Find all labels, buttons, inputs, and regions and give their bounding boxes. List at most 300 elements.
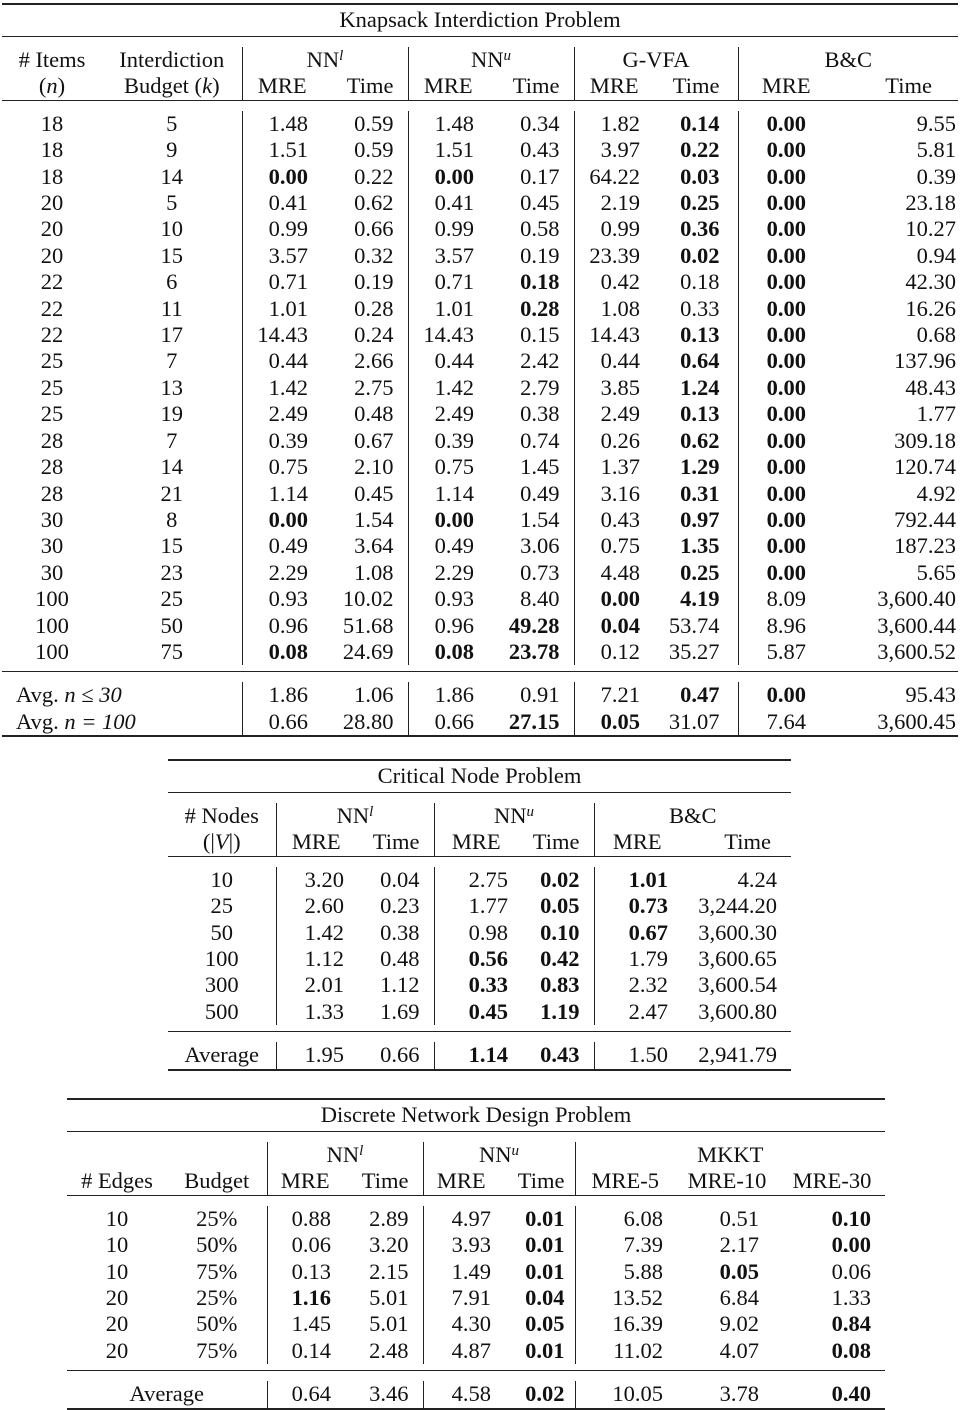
table-cell: 5.01 <box>369 1311 409 1337</box>
table-cell: 0.43 <box>518 1042 594 1069</box>
table-cell: 42.30 <box>905 269 956 295</box>
table-cell: 3,600.65 <box>698 946 777 972</box>
table-cell: 0.67 <box>354 427 394 453</box>
table-cell: 0.08 <box>408 639 488 665</box>
table-cell: 5 <box>166 110 178 136</box>
table-row <box>2 428 958 454</box>
table-cell: 75 <box>160 638 183 664</box>
table-cell: 19 <box>160 401 183 427</box>
table-cell: 7.21 <box>574 682 654 708</box>
table-cell: 0.39 <box>242 428 322 454</box>
table-cell: 0.74 <box>520 427 560 453</box>
table-cell: 10 <box>105 1232 129 1258</box>
table-cell: 1.45 <box>267 1311 343 1337</box>
table-cell: 0.48 <box>380 946 420 972</box>
table-cell: 0.64 <box>680 348 720 374</box>
table-cell: 1.06 <box>354 682 394 708</box>
table-cell: 0.48 <box>354 401 394 427</box>
table-cell: 1.08 <box>574 296 654 322</box>
table-cell: 0.66 <box>242 709 322 736</box>
table-cell: 20 <box>105 1311 129 1337</box>
table-title: Knapsack Interdiction Problem <box>2 4 958 37</box>
header-sub: MRE <box>242 73 322 100</box>
table-cell: 20 <box>40 216 64 242</box>
table-row <box>67 1285 885 1311</box>
table-cell: 1.82 <box>574 111 654 137</box>
table-row <box>2 507 958 533</box>
header-sub: MRE <box>738 73 834 100</box>
table-cell: 4.24 <box>737 866 777 892</box>
table-cell: 0.33 <box>680 295 720 321</box>
table-cell: 0.01 <box>525 1337 565 1363</box>
table-cell: 25 <box>40 374 64 400</box>
table-cell: 0.49 <box>242 533 322 559</box>
table-cell: 23.78 <box>508 638 560 664</box>
table-cell: Average <box>67 1381 267 1408</box>
table-cell: 3.20 <box>369 1232 409 1258</box>
table-cell: 16.26 <box>905 295 956 321</box>
table-cell: 8.09 <box>738 586 834 612</box>
table-cell: 2.66 <box>354 348 394 374</box>
table-cell: 0.51 <box>719 1205 759 1231</box>
table-cell: 21 <box>160 480 183 506</box>
table-cell: 20 <box>40 190 64 216</box>
table-cell: 28 <box>40 454 64 480</box>
table-cell: 3.97 <box>574 137 654 163</box>
table-cell: 0.96 <box>408 613 488 639</box>
table-cell: 0.83 <box>540 972 580 998</box>
table-cell: 2.29 <box>408 560 488 586</box>
table-cell: 4.48 <box>574 560 654 586</box>
table-cell: 0.33 <box>434 972 518 998</box>
header-group-gvfa: G-VFA <box>574 47 738 73</box>
table-cell: 1.86 <box>242 682 322 708</box>
table-cell: 10.05 <box>575 1381 675 1408</box>
average-row <box>2 682 958 708</box>
table-cell: 0.39 <box>916 163 956 189</box>
table-cell: 0.45 <box>434 999 518 1025</box>
table-row <box>2 243 958 269</box>
header-sub: MRE <box>594 829 680 856</box>
header-group-nnu: $NN^u$ <box>423 1142 575 1168</box>
table-cell: 20 <box>40 242 64 268</box>
table-cell: 1.86 <box>408 682 488 708</box>
table-cell: 8.96 <box>738 613 834 639</box>
table-cell: 0.17 <box>520 163 560 189</box>
table-cell: 0.66 <box>354 216 394 242</box>
table-cell: 3,600.54 <box>698 972 777 998</box>
header-sub: Time <box>343 1168 423 1195</box>
table-cell: 1.48 <box>408 111 488 137</box>
table-cell: 0.15 <box>520 322 560 348</box>
table-row <box>2 216 958 242</box>
knapsack-averages <box>2 672 958 736</box>
average-label: Avg. n ≤ 30 <box>16 682 122 708</box>
table-cell: 0.00 <box>738 428 834 454</box>
network-design-table <box>67 1098 885 1410</box>
header-sub: MRE <box>267 1168 343 1195</box>
table-cell: 0.00 <box>408 507 488 533</box>
table-cell: 0.05 <box>540 893 580 919</box>
table-cell: 0.06 <box>267 1232 343 1258</box>
table-cell: 6.84 <box>719 1285 759 1311</box>
table-cell: 16.39 <box>575 1311 675 1337</box>
table-cell: 2.47 <box>594 999 680 1025</box>
table-cell: 0.75 <box>574 533 654 559</box>
table-cell: 1.77 <box>916 401 956 427</box>
table-cell: 0.10 <box>540 919 580 945</box>
header-group-nnu: $NN^u$ <box>434 803 594 829</box>
table-cell: 1.48 <box>242 111 322 137</box>
table-cell: 50% <box>196 1311 238 1337</box>
table-cell: 3.57 <box>242 243 322 269</box>
table-cell: 2.49 <box>242 401 322 427</box>
table-cell: 3.64 <box>354 533 394 559</box>
table-cell: 0.67 <box>594 920 680 946</box>
table-cell: 4.30 <box>423 1311 499 1337</box>
table-cell: 5 <box>166 190 178 216</box>
header-group-nnl: $NN^l$ <box>276 803 434 829</box>
network-design-average <box>67 1371 885 1409</box>
table-cell: 0.00 <box>738 137 834 163</box>
table-cell: 0.45 <box>520 190 560 216</box>
table-cell: 22 <box>40 322 64 348</box>
table-cell: 5.65 <box>916 559 956 585</box>
table-row <box>2 454 958 480</box>
table-cell: 2.49 <box>408 401 488 427</box>
table-cell: 3.16 <box>574 481 654 507</box>
table-row <box>2 481 958 507</box>
header-sub: MRE <box>423 1168 499 1195</box>
table-cell: 0.28 <box>520 295 560 321</box>
header-sub: Time <box>680 829 791 856</box>
table-cell: 1.14 <box>408 481 488 507</box>
table-cell: 2.01 <box>276 972 356 998</box>
table-cell: 0.96 <box>242 613 322 639</box>
table-cell: 13.52 <box>575 1285 675 1311</box>
table-cell: 4.58 <box>423 1381 499 1408</box>
table-cell: 0.01 <box>525 1258 565 1284</box>
table-cell: 0.03 <box>680 163 720 189</box>
table-cell: 0.00 <box>738 296 834 322</box>
table-cell: 792.44 <box>894 506 956 532</box>
table-cell: 0.22 <box>680 137 720 163</box>
table-cell: 2,941.79 <box>680 1042 791 1069</box>
table-row <box>67 1232 885 1258</box>
header-group-bc: B&C <box>594 803 791 829</box>
table-cell: 22 <box>40 295 64 321</box>
table-cell: 0.43 <box>520 137 560 163</box>
table-cell: 0.58 <box>520 216 560 242</box>
table-cell: 20 <box>105 1337 129 1363</box>
header-budget-sub: Budget (k) <box>102 73 242 100</box>
table-cell: 5.81 <box>916 137 956 163</box>
table-cell: 8.40 <box>520 586 560 612</box>
knapsack-body <box>2 100 958 672</box>
header-nodes-sub: (|V|) <box>168 829 276 856</box>
table-cell: 0.42 <box>540 946 580 972</box>
table-cell: 0.44 <box>408 348 488 374</box>
table-cell: 0.14 <box>680 110 720 136</box>
table-cell: 100 <box>35 586 69 612</box>
table-cell: 0.06 <box>831 1258 871 1284</box>
table-cell: 25 <box>210 893 233 919</box>
average-row <box>67 1381 885 1408</box>
table-cell: 48.43 <box>905 374 956 400</box>
table-cell: 0.23 <box>380 893 420 919</box>
header-items: # Items <box>18 47 86 72</box>
critical-node-average <box>168 1032 791 1070</box>
table-cell: 0.73 <box>520 559 560 585</box>
table-cell: 9 <box>166 137 178 163</box>
table-cell: 2.89 <box>369 1205 409 1231</box>
table-cell: 1.24 <box>680 374 720 400</box>
table-cell: 10.02 <box>342 586 394 612</box>
table-row <box>2 401 958 427</box>
table-cell: 5.88 <box>575 1259 675 1285</box>
table-cell: 10.27 <box>905 216 956 242</box>
table-cell: 0.39 <box>408 428 488 454</box>
table-cell: 1.12 <box>380 972 420 998</box>
table-cell: 1.42 <box>276 920 356 946</box>
table-cell: 0.04 <box>380 866 420 892</box>
table-cell: 2.15 <box>369 1258 409 1284</box>
header-group-mkkt: MKKT <box>575 1142 885 1168</box>
table-cell: 100 <box>35 638 69 664</box>
table-cell: 3,600.40 <box>877 586 956 612</box>
critical-node-body <box>168 856 791 1031</box>
table-cell: 1.42 <box>408 375 488 401</box>
table-cell: 1.51 <box>408 137 488 163</box>
header-sub: Time <box>518 829 594 856</box>
table-cell: 0.00 <box>738 533 834 559</box>
table-row <box>2 533 958 559</box>
table-cell: 0.00 <box>738 401 834 427</box>
table-cell: Average <box>168 1042 276 1069</box>
table-cell: 30 <box>40 533 64 559</box>
table-cell: 8 <box>166 506 178 532</box>
table-row <box>67 1338 885 1364</box>
table-row <box>168 972 791 998</box>
average-row <box>2 709 958 736</box>
table-cell: 1.01 <box>594 867 680 893</box>
table-cell: 0.00 <box>831 1232 871 1258</box>
table-cell: 0.64 <box>267 1381 343 1408</box>
table-cell: 0.02 <box>540 866 580 892</box>
table-cell: 4.19 <box>680 586 720 612</box>
table-cell: 100 <box>35 612 69 638</box>
table-cell: 1.12 <box>276 946 356 972</box>
table-cell: 0.00 <box>738 243 834 269</box>
table-cell: 1.42 <box>242 375 322 401</box>
table-cell: 3,600.52 <box>877 638 956 664</box>
table-cell: 95.43 <box>905 682 956 708</box>
table-row <box>2 639 958 665</box>
table-cell: 1.79 <box>594 946 680 972</box>
table-cell: 3,244.20 <box>698 893 777 919</box>
table-cell: 1.54 <box>520 506 560 532</box>
table-cell: 15 <box>160 533 183 559</box>
table-cell: 0.14 <box>267 1338 343 1364</box>
table-cell: 50 <box>210 919 233 945</box>
table-cell: 0.00 <box>408 164 488 190</box>
table-cell: 50% <box>196 1232 238 1258</box>
header-sub: Time <box>322 73 408 100</box>
table-cell: 0.00 <box>738 190 834 216</box>
knapsack-table <box>2 3 958 737</box>
table-cell: 10 <box>105 1205 129 1231</box>
table-cell: 0.41 <box>242 190 322 216</box>
table-cell: 0.97 <box>680 506 720 532</box>
table-cell: 7.91 <box>423 1285 499 1311</box>
table-cell: 14.43 <box>242 322 322 348</box>
table-cell: 64.22 <box>574 164 654 190</box>
table-cell: 0.01 <box>525 1205 565 1231</box>
table-cell: 0.00 <box>738 481 834 507</box>
table-row <box>2 296 958 322</box>
table-cell: 24.69 <box>342 638 394 664</box>
table-cell: 25 <box>40 348 64 374</box>
table-cell: 0.10 <box>831 1205 871 1231</box>
table-cell: 2.49 <box>574 401 654 427</box>
table-cell: 0.19 <box>520 242 560 268</box>
table-cell: 0.02 <box>680 242 720 268</box>
table-cell: 75% <box>196 1258 238 1284</box>
header-sub: MRE-30 <box>779 1168 885 1195</box>
table-cell: 0.49 <box>408 533 488 559</box>
table-cell: 0.25 <box>680 190 720 216</box>
table-cell: 5.87 <box>738 639 834 665</box>
table-cell: 0.04 <box>574 613 654 639</box>
header-sub: Time <box>356 829 434 856</box>
table-cell: 0.08 <box>242 639 322 665</box>
table-title: Discrete Network Design Problem <box>67 1099 885 1132</box>
table-cell: 3.78 <box>675 1381 779 1408</box>
table-cell: 75% <box>196 1337 238 1363</box>
table-row <box>168 893 791 919</box>
table-cell: 31.07 <box>654 709 738 736</box>
table-cell: 30 <box>40 559 64 585</box>
header-sub: Time <box>654 73 738 100</box>
table-cell: 0.12 <box>574 639 654 665</box>
table-cell: 300 <box>204 972 239 998</box>
table-cell: 6 <box>166 269 178 295</box>
table-cell: 1.33 <box>276 999 356 1025</box>
table-cell: 28 <box>40 427 64 453</box>
table-cell: 0.05 <box>574 709 654 736</box>
table-cell: 1.77 <box>434 893 518 919</box>
table-cell: 0.44 <box>574 348 654 374</box>
table-cell: 2.48 <box>369 1337 409 1363</box>
table-cell: 14.43 <box>408 322 488 348</box>
table-cell: 25% <box>196 1205 238 1231</box>
table-cell: 3.85 <box>574 375 654 401</box>
table-cell: 2.42 <box>520 348 560 374</box>
table-row <box>168 946 791 972</box>
header-group-nnl: $NN^l$ <box>242 47 408 73</box>
table-title: Critical Node Problem <box>168 760 791 793</box>
table-cell: 1.01 <box>408 296 488 322</box>
table-cell: 4.92 <box>916 480 956 506</box>
table-cell: 0.00 <box>738 111 834 137</box>
table-cell: 0.93 <box>408 586 488 612</box>
header-edges: # Edges <box>67 1168 167 1195</box>
table-cell: 53.74 <box>668 612 720 638</box>
table-cell: 1.08 <box>354 559 394 585</box>
table-cell: 18 <box>40 163 64 189</box>
table-cell: 23.39 <box>574 243 654 269</box>
table-cell: 0.98 <box>434 920 518 946</box>
table-cell: 0.71 <box>408 269 488 295</box>
table-cell: 4.97 <box>423 1206 499 1232</box>
table-cell: 0.32 <box>354 242 394 268</box>
table-cell: 0.71 <box>242 269 322 295</box>
table-cell: 5.01 <box>369 1285 409 1311</box>
table-cell: 0.00 <box>738 269 834 295</box>
table-cell: 0.25 <box>680 559 720 585</box>
table-cell: 14 <box>160 454 183 480</box>
table-cell: 0.18 <box>520 269 560 295</box>
table-row <box>168 867 791 893</box>
table-cell: 3.57 <box>408 243 488 269</box>
table-cell: 0.66 <box>356 1042 434 1069</box>
table-cell: 3.20 <box>276 867 356 893</box>
table-cell: 0.99 <box>242 216 322 242</box>
table-cell: 50 <box>160 612 183 638</box>
table-cell: 0.00 <box>738 216 834 242</box>
table-cell: 4.87 <box>423 1338 499 1364</box>
table-row <box>168 999 791 1025</box>
table-cell: 0.45 <box>354 480 394 506</box>
table-cell: 1.01 <box>242 296 322 322</box>
table-cell: 2.75 <box>434 867 518 893</box>
table-cell: 4.07 <box>719 1337 759 1363</box>
table-cell: 0.00 <box>738 507 834 533</box>
table-cell: 1.14 <box>242 481 322 507</box>
table-cell: 7.64 <box>738 709 834 736</box>
table-cell: 0.62 <box>354 190 394 216</box>
table-cell: 0.13 <box>267 1259 343 1285</box>
table-row <box>2 164 958 190</box>
table-row <box>2 586 958 612</box>
table-cell: 2.60 <box>276 893 356 919</box>
table-cell: 30 <box>40 506 64 532</box>
table-cell: 0.75 <box>242 454 322 480</box>
table-cell: 0.99 <box>574 216 654 242</box>
header-group-nnu: $NN^u$ <box>408 47 574 73</box>
header-budget: Budget <box>167 1168 267 1195</box>
table-cell: 0.13 <box>680 322 720 348</box>
table-cell: 0.18 <box>680 269 720 295</box>
header-sub: Time <box>499 1168 575 1195</box>
table-row <box>2 269 958 295</box>
table-cell: 0.13 <box>680 401 720 427</box>
header-sub: MRE <box>276 829 356 856</box>
table-cell: 0.36 <box>680 216 720 242</box>
table-cell: 10 <box>210 866 233 892</box>
table-cell: 23.18 <box>905 190 956 216</box>
table-cell: 0.38 <box>380 919 420 945</box>
table-cell: 2.10 <box>354 454 394 480</box>
table-cell: 0.00 <box>738 560 834 586</box>
table-cell: 1.33 <box>831 1285 871 1311</box>
table-cell: 0.19 <box>354 269 394 295</box>
table-cell: 28 <box>40 480 64 506</box>
table-cell: 0.99 <box>408 216 488 242</box>
table-cell: 0.94 <box>916 242 956 268</box>
table-cell: 0.41 <box>408 190 488 216</box>
header-budget: Interdiction <box>119 47 225 72</box>
